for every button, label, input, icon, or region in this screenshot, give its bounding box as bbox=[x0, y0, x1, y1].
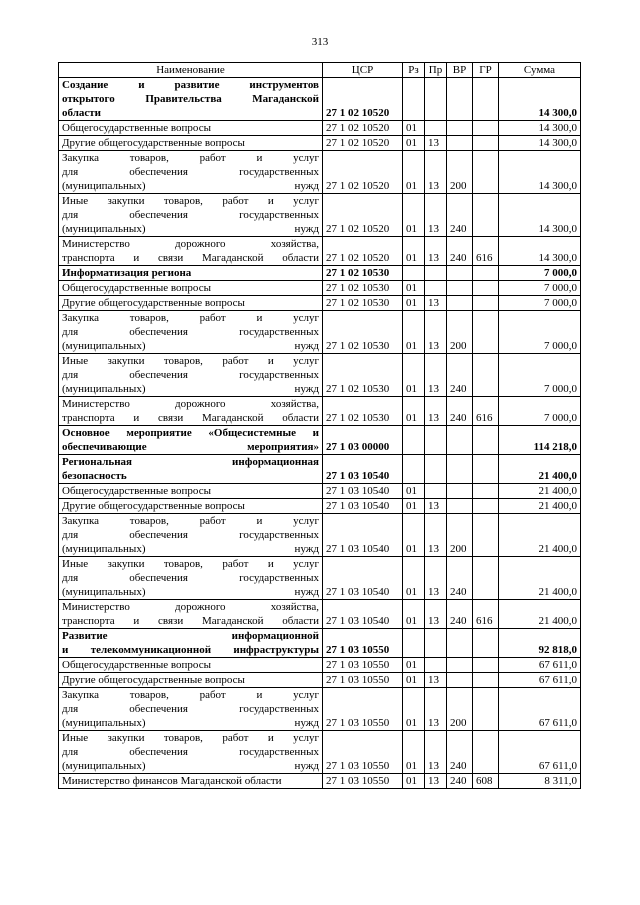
cell-pr: 13 bbox=[425, 311, 447, 354]
cell-name: Иные закупки товаров, работ и услуг для обеспечения государственных (муниципальных) нужд bbox=[59, 557, 323, 600]
cell-pr: 13 bbox=[425, 514, 447, 557]
cell-rz: 01 bbox=[403, 499, 425, 514]
cell-sum: 67 611,0 bbox=[499, 658, 581, 673]
cell-name: Общегосударственные вопросы bbox=[59, 281, 323, 296]
header-rz: Рз bbox=[403, 63, 425, 78]
cell-name: Развитие информационной и телекоммуникационной инфраструктуры bbox=[59, 629, 323, 658]
cell-vr bbox=[447, 296, 473, 311]
cell-rz: 01 bbox=[403, 121, 425, 136]
cell-gr bbox=[473, 557, 499, 600]
cell-csr: 27 1 02 10530 bbox=[323, 296, 403, 311]
cell-rz: 01 bbox=[403, 354, 425, 397]
cell-csr: 27 1 02 10520 bbox=[323, 136, 403, 151]
cell-name: Министерство финансов Магаданской области bbox=[59, 774, 323, 789]
cell-sum: 14 300,0 bbox=[499, 136, 581, 151]
table-row bbox=[59, 121, 581, 136]
cell-rz bbox=[403, 266, 425, 281]
cell-gr bbox=[473, 78, 499, 121]
cell-csr: 27 1 03 10550 bbox=[323, 629, 403, 658]
cell-vr: 240 bbox=[447, 731, 473, 774]
cell-csr: 27 1 02 10530 bbox=[323, 397, 403, 426]
cell-sum: 67 611,0 bbox=[499, 673, 581, 688]
table-row bbox=[59, 354, 581, 397]
cell-csr: 27 1 03 10550 bbox=[323, 673, 403, 688]
table-header-row bbox=[59, 63, 581, 78]
cell-pr: 13 bbox=[425, 731, 447, 774]
cell-csr: 27 1 03 10540 bbox=[323, 455, 403, 484]
cell-sum: 14 300,0 bbox=[499, 237, 581, 266]
cell-pr bbox=[425, 484, 447, 499]
cell-vr: 240 bbox=[447, 194, 473, 237]
cell-csr: 27 1 02 10530 bbox=[323, 311, 403, 354]
cell-sum: 21 400,0 bbox=[499, 557, 581, 600]
cell-pr: 13 bbox=[425, 237, 447, 266]
cell-sum: 7 000,0 bbox=[499, 397, 581, 426]
cell-gr bbox=[473, 151, 499, 194]
cell-name: Закупка товаров, работ и услуг для обеспечения государственных (муниципальных) нужд bbox=[59, 688, 323, 731]
cell-vr: 200 bbox=[447, 514, 473, 557]
cell-name: Министерство дорожного хозяйства, транспорта и связи Магаданской области bbox=[59, 397, 323, 426]
cell-gr bbox=[473, 499, 499, 514]
cell-gr bbox=[473, 281, 499, 296]
cell-rz: 01 bbox=[403, 658, 425, 673]
cell-gr bbox=[473, 354, 499, 397]
header-gr: ГР bbox=[473, 63, 499, 78]
cell-vr: 240 bbox=[447, 557, 473, 600]
cell-sum: 7 000,0 bbox=[499, 311, 581, 354]
cell-sum: 14 300,0 bbox=[499, 121, 581, 136]
cell-rz bbox=[403, 78, 425, 121]
cell-sum: 14 300,0 bbox=[499, 151, 581, 194]
cell-csr: 27 1 03 00000 bbox=[323, 426, 403, 455]
cell-gr bbox=[473, 731, 499, 774]
cell-csr: 27 1 02 10530 bbox=[323, 281, 403, 296]
cell-gr bbox=[473, 194, 499, 237]
cell-sum: 7 000,0 bbox=[499, 296, 581, 311]
table-row bbox=[59, 194, 581, 237]
cell-vr bbox=[447, 499, 473, 514]
table-row bbox=[59, 731, 581, 774]
cell-vr bbox=[447, 78, 473, 121]
cell-sum: 21 400,0 bbox=[499, 484, 581, 499]
table-row bbox=[59, 658, 581, 673]
cell-rz: 01 bbox=[403, 397, 425, 426]
cell-csr: 27 1 02 10520 bbox=[323, 151, 403, 194]
cell-vr: 200 bbox=[447, 311, 473, 354]
table-row bbox=[59, 484, 581, 499]
header-sum: Сумма bbox=[499, 63, 581, 78]
header-pr: Пр bbox=[425, 63, 447, 78]
table-row bbox=[59, 455, 581, 484]
cell-name: Министерство дорожного хозяйства, транспорта и связи Магаданской области bbox=[59, 600, 323, 629]
table-row bbox=[59, 266, 581, 281]
cell-gr: 616 bbox=[473, 397, 499, 426]
cell-sum: 67 611,0 bbox=[499, 731, 581, 774]
cell-name: Закупка товаров, работ и услуг для обеспечения государственных (муниципальных) нужд bbox=[59, 514, 323, 557]
cell-csr: 27 1 02 10520 bbox=[323, 121, 403, 136]
cell-vr bbox=[447, 426, 473, 455]
cell-name: Иные закупки товаров, работ и услуг для обеспечения государственных (муниципальных) нужд bbox=[59, 354, 323, 397]
cell-vr bbox=[447, 673, 473, 688]
cell-pr: 13 bbox=[425, 136, 447, 151]
cell-csr: 27 1 03 10550 bbox=[323, 688, 403, 731]
table-row bbox=[59, 557, 581, 600]
cell-csr: 27 1 03 10540 bbox=[323, 484, 403, 499]
page-number: 313 bbox=[311, 36, 329, 48]
cell-sum: 8 311,0 bbox=[499, 774, 581, 789]
cell-rz: 01 bbox=[403, 514, 425, 557]
cell-sum: 14 300,0 bbox=[499, 78, 581, 121]
cell-pr: 13 bbox=[425, 296, 447, 311]
cell-sum: 21 400,0 bbox=[499, 499, 581, 514]
cell-rz: 01 bbox=[403, 731, 425, 774]
cell-rz: 01 bbox=[403, 237, 425, 266]
budget-table bbox=[58, 62, 581, 789]
cell-gr bbox=[473, 266, 499, 281]
cell-gr bbox=[473, 688, 499, 731]
cell-rz: 01 bbox=[403, 484, 425, 499]
cell-name: Другие общегосударственные вопросы bbox=[59, 296, 323, 311]
cell-pr bbox=[425, 426, 447, 455]
cell-rz: 01 bbox=[403, 281, 425, 296]
cell-vr bbox=[447, 121, 473, 136]
cell-csr: 27 1 03 10540 bbox=[323, 600, 403, 629]
cell-vr bbox=[447, 455, 473, 484]
cell-gr bbox=[473, 455, 499, 484]
cell-rz: 01 bbox=[403, 557, 425, 600]
cell-pr: 13 bbox=[425, 151, 447, 194]
cell-pr bbox=[425, 281, 447, 296]
cell-rz: 01 bbox=[403, 311, 425, 354]
cell-name: Другие общегосударственные вопросы bbox=[59, 499, 323, 514]
header-vr: ВР bbox=[447, 63, 473, 78]
cell-pr bbox=[425, 78, 447, 121]
cell-rz: 01 bbox=[403, 136, 425, 151]
cell-gr bbox=[473, 426, 499, 455]
cell-gr bbox=[473, 514, 499, 557]
cell-vr bbox=[447, 629, 473, 658]
cell-name: Основное мероприятие «Общесистемные и обеспечивающие мероприятия» bbox=[59, 426, 323, 455]
cell-pr: 13 bbox=[425, 600, 447, 629]
table-row bbox=[59, 397, 581, 426]
cell-csr: 27 1 03 10550 bbox=[323, 731, 403, 774]
cell-csr: 27 1 02 10520 bbox=[323, 237, 403, 266]
cell-gr bbox=[473, 311, 499, 354]
cell-gr: 616 bbox=[473, 600, 499, 629]
cell-vr: 240 bbox=[447, 354, 473, 397]
cell-gr bbox=[473, 296, 499, 311]
cell-vr bbox=[447, 658, 473, 673]
table-row bbox=[59, 688, 581, 731]
cell-csr: 27 1 03 10540 bbox=[323, 557, 403, 600]
table-row bbox=[59, 311, 581, 354]
cell-gr bbox=[473, 629, 499, 658]
cell-csr: 27 1 02 10530 bbox=[323, 266, 403, 281]
cell-vr: 200 bbox=[447, 688, 473, 731]
table-row bbox=[59, 774, 581, 789]
cell-gr bbox=[473, 484, 499, 499]
cell-pr: 13 bbox=[425, 354, 447, 397]
cell-name: Закупка товаров, работ и услуг для обеспечения государственных (муниципальных) нужд bbox=[59, 151, 323, 194]
cell-vr: 200 bbox=[447, 151, 473, 194]
cell-rz: 01 bbox=[403, 194, 425, 237]
cell-name: Общегосударственные вопросы bbox=[59, 121, 323, 136]
header-csr: ЦСР bbox=[323, 63, 403, 78]
cell-pr: 13 bbox=[425, 673, 447, 688]
cell-name: Общегосударственные вопросы bbox=[59, 484, 323, 499]
cell-sum: 7 000,0 bbox=[499, 266, 581, 281]
cell-gr: 616 bbox=[473, 237, 499, 266]
cell-pr: 13 bbox=[425, 499, 447, 514]
cell-name: Закупка товаров, работ и услуг для обеспечения государственных (муниципальных) нужд bbox=[59, 311, 323, 354]
header-name: Наименование bbox=[59, 63, 323, 78]
cell-name: Иные закупки товаров, работ и услуг для обеспечения государственных (муниципальных) нужд bbox=[59, 731, 323, 774]
cell-name: Региональная информационная безопасность bbox=[59, 455, 323, 484]
cell-name: Общегосударственные вопросы bbox=[59, 658, 323, 673]
cell-csr: 27 1 02 10530 bbox=[323, 354, 403, 397]
cell-rz: 01 bbox=[403, 688, 425, 731]
cell-sum: 114 218,0 bbox=[499, 426, 581, 455]
cell-csr: 27 1 03 10550 bbox=[323, 658, 403, 673]
cell-rz bbox=[403, 426, 425, 455]
cell-pr: 13 bbox=[425, 688, 447, 731]
cell-csr: 27 1 02 10520 bbox=[323, 194, 403, 237]
table-row bbox=[59, 673, 581, 688]
cell-rz: 01 bbox=[403, 600, 425, 629]
table-row bbox=[59, 499, 581, 514]
table-row bbox=[59, 237, 581, 266]
table-row bbox=[59, 136, 581, 151]
cell-gr bbox=[473, 136, 499, 151]
cell-name: Другие общегосударственные вопросы bbox=[59, 136, 323, 151]
cell-sum: 14 300,0 bbox=[499, 194, 581, 237]
cell-pr: 13 bbox=[425, 774, 447, 789]
cell-csr: 27 1 03 10550 bbox=[323, 774, 403, 789]
cell-sum: 67 611,0 bbox=[499, 688, 581, 731]
cell-rz: 01 bbox=[403, 151, 425, 194]
cell-rz: 01 bbox=[403, 296, 425, 311]
cell-csr: 27 1 03 10540 bbox=[323, 514, 403, 557]
cell-name: Другие общегосударственные вопросы bbox=[59, 673, 323, 688]
table-row bbox=[59, 281, 581, 296]
cell-vr bbox=[447, 136, 473, 151]
table-row bbox=[59, 426, 581, 455]
cell-pr: 13 bbox=[425, 194, 447, 237]
cell-sum: 92 818,0 bbox=[499, 629, 581, 658]
cell-vr: 240 bbox=[447, 397, 473, 426]
cell-pr: 13 bbox=[425, 397, 447, 426]
table-row bbox=[59, 514, 581, 557]
cell-sum: 7 000,0 bbox=[499, 354, 581, 397]
cell-sum: 21 400,0 bbox=[499, 600, 581, 629]
cell-gr bbox=[473, 673, 499, 688]
table-row bbox=[59, 296, 581, 311]
table-body bbox=[59, 78, 581, 789]
cell-pr bbox=[425, 121, 447, 136]
cell-name: Министерство дорожного хозяйства, транспорта и связи Магаданской области bbox=[59, 237, 323, 266]
table-row bbox=[59, 629, 581, 658]
cell-gr bbox=[473, 121, 499, 136]
cell-sum: 7 000,0 bbox=[499, 281, 581, 296]
cell-name: Создание и развитие инструментов открытого Правительства Магаданской области bbox=[59, 78, 323, 121]
cell-pr bbox=[425, 455, 447, 484]
cell-pr bbox=[425, 266, 447, 281]
cell-vr bbox=[447, 281, 473, 296]
cell-vr bbox=[447, 266, 473, 281]
cell-rz bbox=[403, 455, 425, 484]
cell-csr: 27 1 03 10540 bbox=[323, 499, 403, 514]
cell-vr: 240 bbox=[447, 774, 473, 789]
cell-vr bbox=[447, 484, 473, 499]
table-row bbox=[59, 151, 581, 194]
cell-gr bbox=[473, 658, 499, 673]
cell-rz: 01 bbox=[403, 774, 425, 789]
cell-csr: 27 1 02 10520 bbox=[323, 78, 403, 121]
cell-sum: 21 400,0 bbox=[499, 514, 581, 557]
cell-sum: 21 400,0 bbox=[499, 455, 581, 484]
cell-rz: 01 bbox=[403, 673, 425, 688]
table-row bbox=[59, 78, 581, 121]
cell-name: Иные закупки товаров, работ и услуг для обеспечения государственных (муниципальных) нужд bbox=[59, 194, 323, 237]
cell-vr: 240 bbox=[447, 600, 473, 629]
table-row bbox=[59, 600, 581, 629]
cell-pr bbox=[425, 658, 447, 673]
cell-gr: 608 bbox=[473, 774, 499, 789]
cell-name: Информатизация региона bbox=[59, 266, 323, 281]
cell-rz bbox=[403, 629, 425, 658]
cell-pr bbox=[425, 629, 447, 658]
cell-pr: 13 bbox=[425, 557, 447, 600]
cell-vr: 240 bbox=[447, 237, 473, 266]
